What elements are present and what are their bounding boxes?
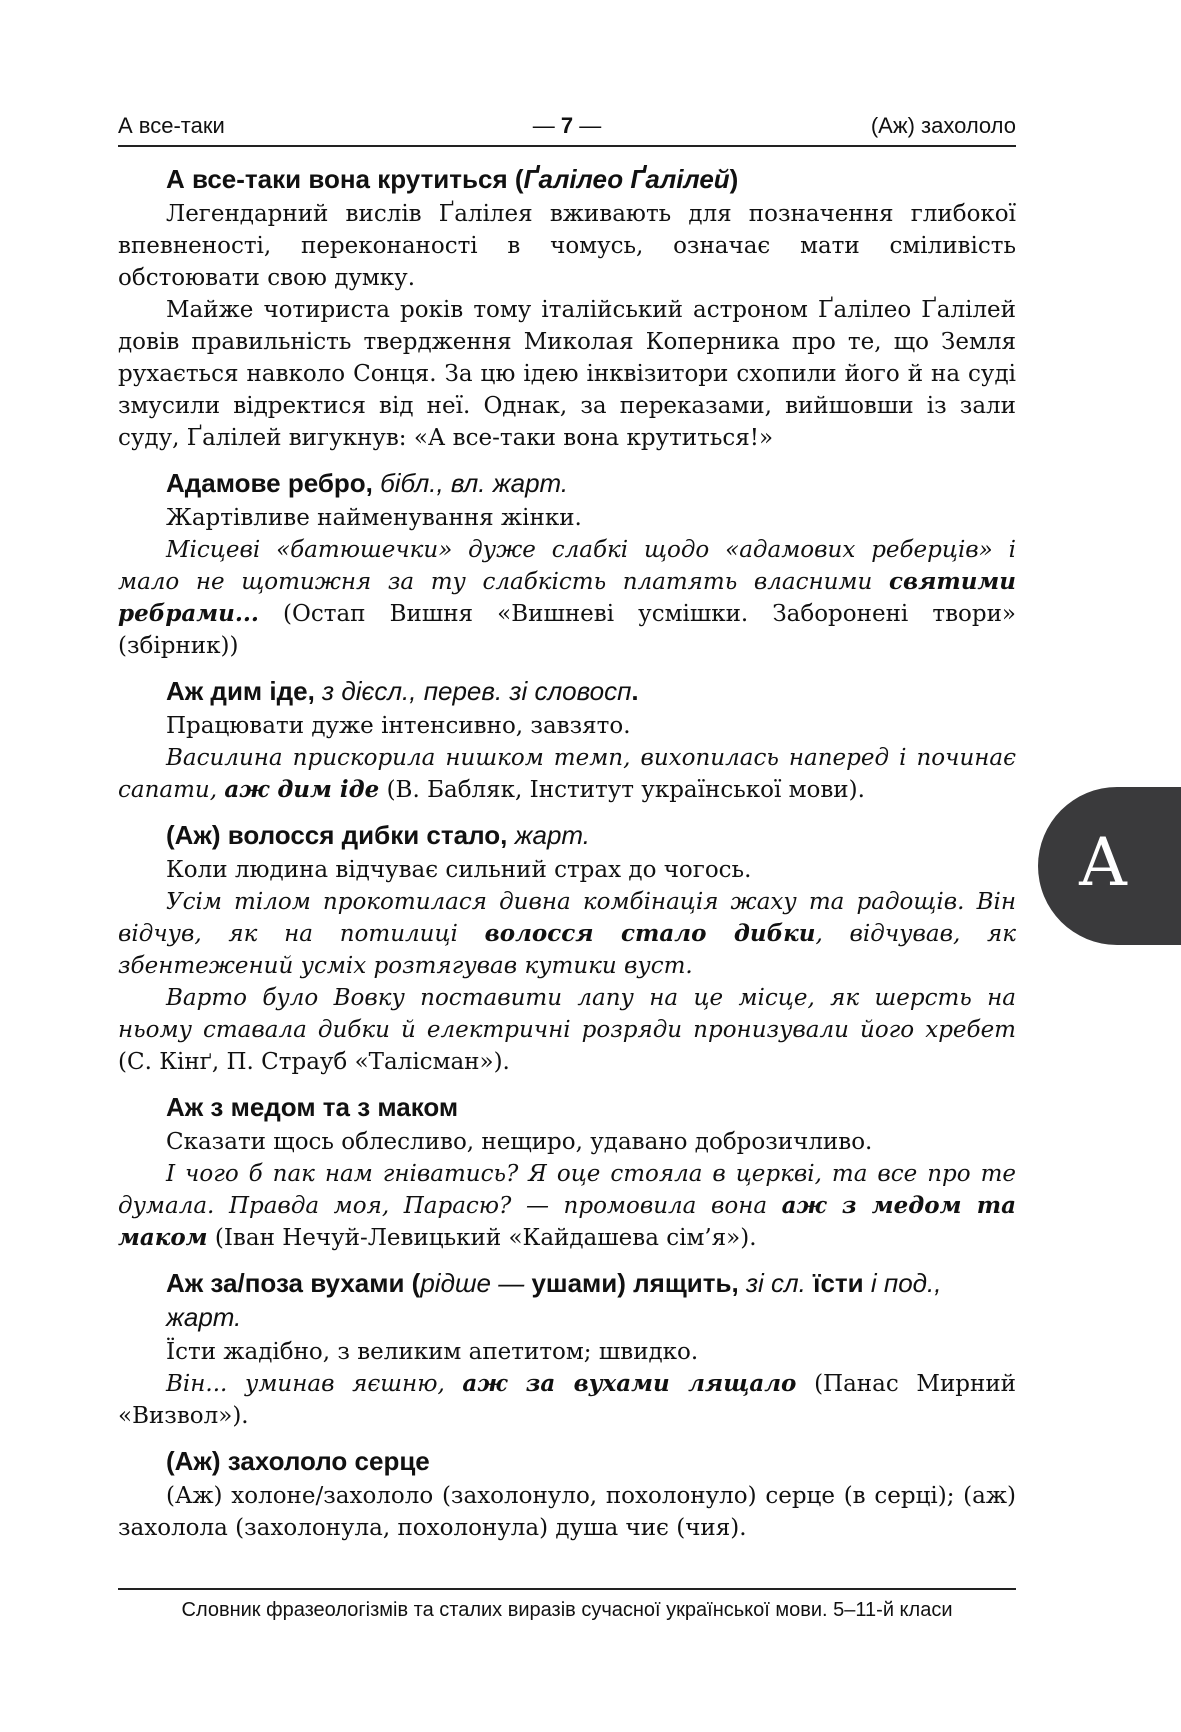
dictionary-page: [118, 162, 1016, 1556]
entry-azh-dym-ide: [118, 674, 1016, 806]
entry-definition: (Аж) холоне/захололо (захолонуло, похолонуло) серце (в серці); (аж) захолола (захолонула, похолонула) душа чиє (чия).: [118, 1483, 1016, 1541]
headword-text: Адамове ребро,: [166, 468, 373, 498]
usage-note: жарт.: [514, 820, 590, 850]
example-source: (В. Бабляк, Інститут української мови).: [386, 777, 865, 803]
example-text: Він... уминав яєшню,: [166, 1371, 445, 1397]
headword-text: А все-таки вона крутиться (: [166, 164, 524, 194]
example-text: Усім тілом прокотилася дивна комбінація жаху та радощів. Він відчув, як на потилиці: [118, 889, 1016, 947]
entry-adamove-rebro: [118, 466, 1016, 662]
header-left: А все-таки: [118, 113, 225, 138]
entry-headword: (Аж) захололо серце: [166, 1446, 430, 1476]
header-right: (Аж) захололо: [870, 113, 1016, 138]
usage-note: зі сл.: [745, 1268, 806, 1298]
footer-rule: [118, 1588, 1016, 1590]
entry-definition: Працювати дуже інтенсивно, завзято.: [166, 713, 631, 739]
example-phrase: аж дим іде: [224, 776, 380, 803]
entry-example: [118, 982, 1016, 1078]
entry-z-medom: [118, 1090, 1016, 1254]
headword-text: їсти: [813, 1268, 864, 1298]
entry-headword: [166, 818, 1016, 852]
letter-tab: [1038, 787, 1181, 945]
entry-headword: [166, 1266, 1016, 1334]
headword-text: Аж дим іде,: [166, 676, 315, 706]
entry-example: [118, 1158, 1016, 1254]
entry-headword: Аж з медом та з маком: [166, 1092, 459, 1122]
entry-definition: Їсти жадібно, з великим апетитом; швидко.: [166, 1339, 699, 1365]
headword-author: Ґалілео Ґалілей: [523, 164, 730, 194]
usage-note: бібл., вл. жарт.: [380, 468, 569, 498]
entry-example: [118, 534, 1016, 662]
example-phrase: аж з медом та маком: [118, 1192, 1016, 1251]
example-text: Місцеві «батюшечки» дуже слабкі щодо «адамових реберців» і мало не щотижня за ту слабкість платять власними: [118, 537, 1016, 595]
entry-definition: Коли людина відчуває сильний страх до чогось.: [166, 857, 752, 883]
entry-example: [118, 1368, 1016, 1432]
entry-definition: Жартівливе найменування жінки.: [166, 505, 582, 531]
header-rule: [118, 145, 1016, 147]
headword-text: Аж за/поза вухами (: [166, 1268, 421, 1298]
example-source: (С. Кінґ, П. Страуб «Талісман»).: [118, 1049, 510, 1075]
entry-headword: [166, 674, 1016, 708]
example-tail: ...: [234, 600, 259, 627]
example-text: Варто було Вовку поставити лапу на це місце, як шерсть на ньому ставала дибки й електричні розряди пронизували його хребет: [118, 985, 1016, 1043]
usage-note: з дієсл., перев. зі словосп: [322, 676, 632, 706]
example-tail: , відчував, як збентежений усміх розтягував кутики вуст.: [118, 921, 1017, 979]
running-header: [118, 112, 1016, 144]
example-phrase: аж за вухами лящало: [462, 1370, 797, 1397]
example-phrase: святими ребрами: [118, 568, 1017, 627]
letter-tab-label: А: [1078, 824, 1128, 901]
entry-zakhololo-sertse: [118, 1444, 1016, 1544]
headword-end: ): [729, 164, 739, 194]
dash-right: —: [579, 113, 602, 138]
headword-text: (Аж) волосся дибки стало,: [166, 820, 508, 850]
usage-note: рідше —: [420, 1268, 525, 1298]
entry-volossia-dybky: [118, 818, 1016, 1078]
usage-note: і под., жарт.: [166, 1268, 942, 1332]
usage-note-end: .: [631, 676, 639, 706]
entry-headword: [166, 162, 1016, 196]
dash-left: —: [532, 113, 555, 138]
entry-a-vse-taky: [118, 162, 1016, 454]
entry-example: [118, 886, 1016, 982]
example-phrase: волосся стало дибки: [484, 920, 816, 947]
entry-headword: [166, 466, 1016, 500]
entry-za-vukhamy: [118, 1266, 1016, 1432]
example-source: (Панас Мирний «Визвол»).: [118, 1371, 1016, 1429]
page-number: 7: [560, 113, 574, 138]
example-source: (Іван Нечуй-Левицький «Кайдашева сім’я»).: [214, 1225, 757, 1251]
example-text: І чого б пак нам гніватись? Я оце стояла в церкві, та все про те думала. Правда моя, Парасю? — промовила вона: [118, 1161, 1016, 1219]
entry-paragraph: Легендарний вислів Ґалілея вживають для позначення глибокої впевненості, переконаності в чомусь, означає мати сміливість обстоювати свою думку.: [118, 201, 1016, 291]
running-footer: Словник фразеологізмів та сталих виразів сучасної української мови. 5–11-й класи: [181, 1599, 953, 1621]
headword-text: ушами) лящить,: [531, 1268, 739, 1298]
entry-example: [118, 742, 1016, 806]
example-text: Василина прискорила нишком темп, вихопилась наперед і починає сапати,: [118, 745, 1016, 803]
entry-paragraph: Майже чотириста років тому італійський астроном Ґалілео Ґалілей довів правильність твердження Миколая Коперника про те, що Земля рухається навколо Сонця. За цю ідею інквізитори схопили його й на суді змусили відректися від неї. Однак, за переказами, вийшовши із зали суду, Ґалілей вигукнув: «А все-таки вона крутиться!»: [118, 297, 1016, 451]
example-source: (Остап Вишня «Вишневі усмішки. Заборонені твори» (збірник)): [118, 601, 1016, 659]
entry-definition: Сказати щось облесливо, нещиро, удавано доброзичливо.: [166, 1129, 873, 1155]
